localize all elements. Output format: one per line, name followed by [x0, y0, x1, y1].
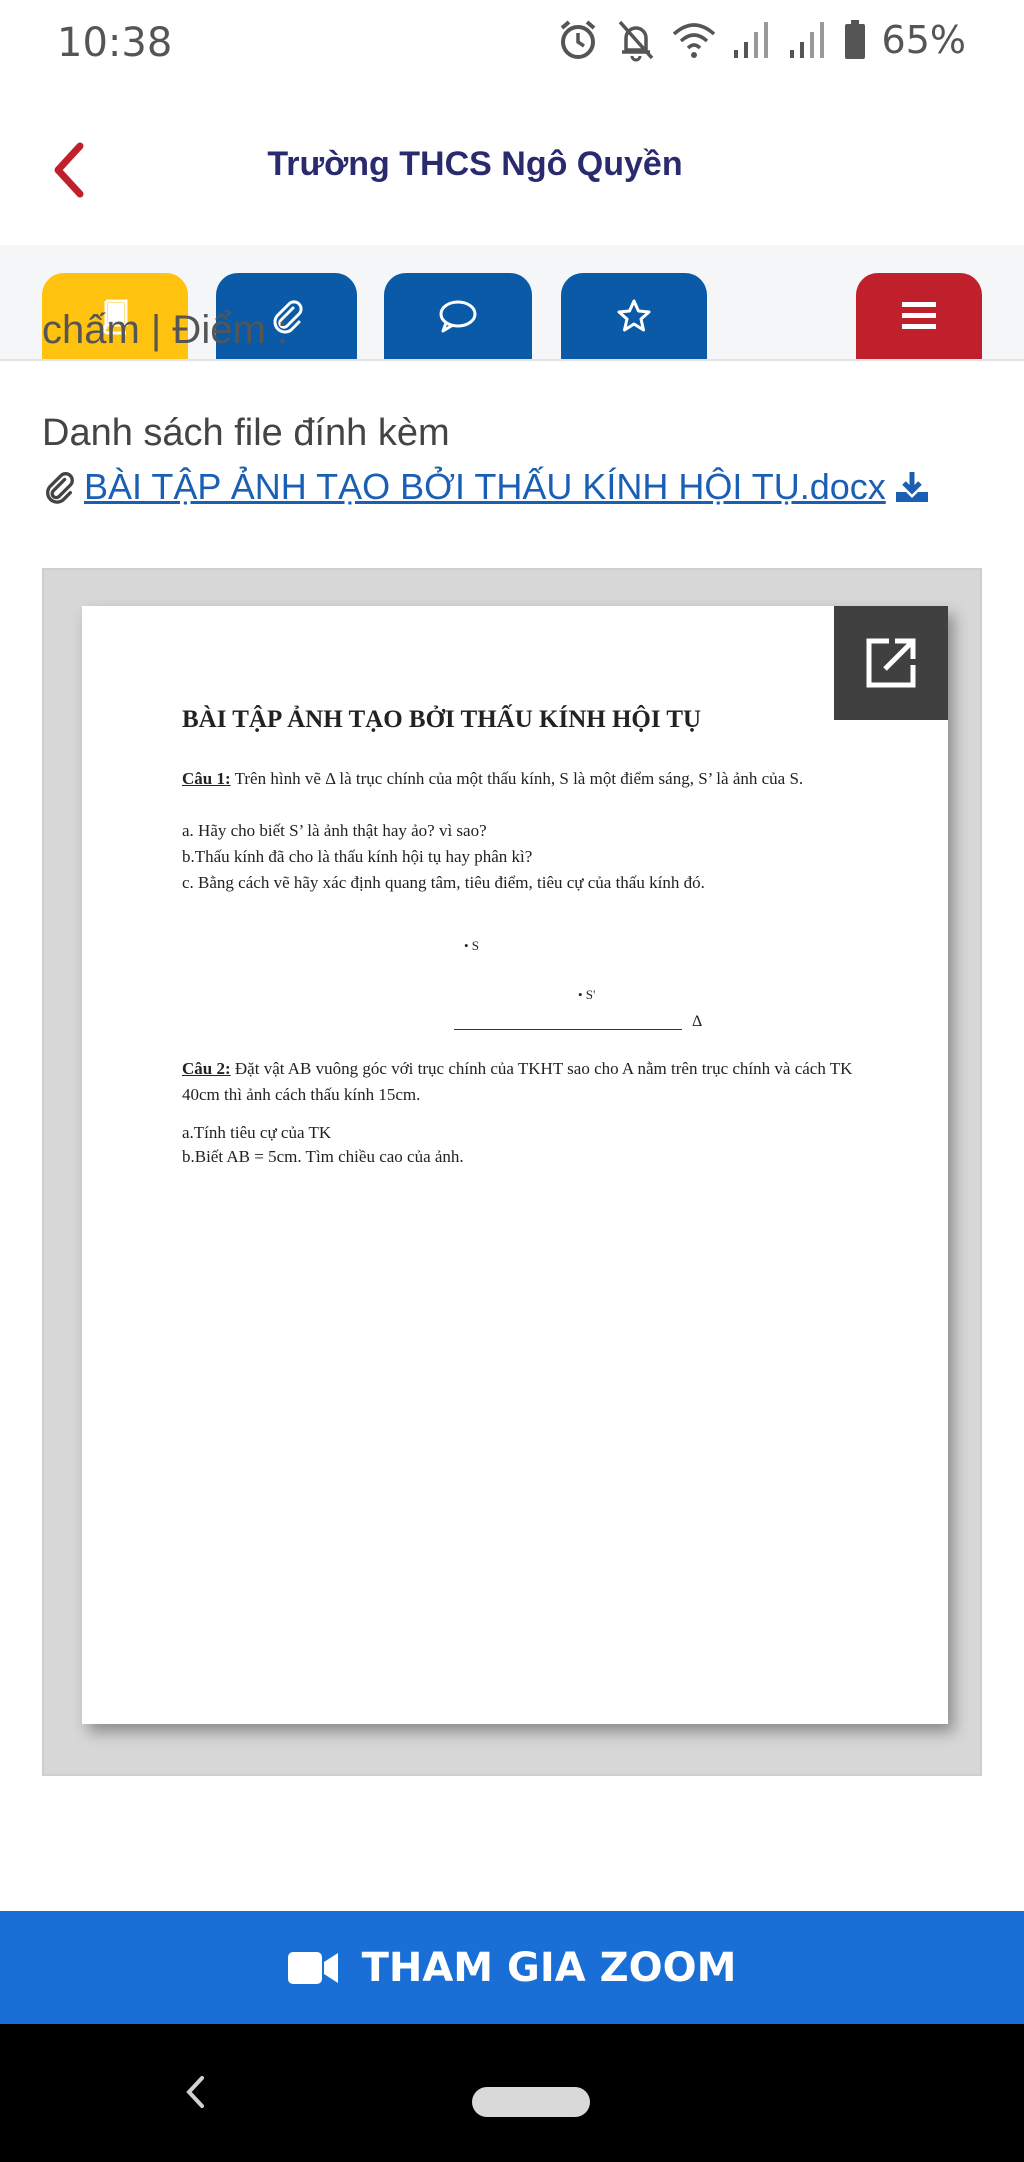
nav-back-icon [184, 2074, 208, 2110]
app-header [0, 90, 1024, 245]
alarm-icon [556, 18, 600, 62]
doc-title: BÀI TẬP ẢNH TẠO BỞI THẤU KÍNH HỘI TỤ [182, 706, 702, 733]
doc-q2-b: b.Biết AB = 5cm. Tìm chiều cao của ảnh. [182, 1147, 464, 1166]
chat-icon [438, 299, 478, 333]
bell-off-icon [616, 18, 656, 62]
doc-q1-label: Câu 1: [182, 769, 231, 788]
doc-question-2 [182, 1056, 862, 1108]
signal-icon [788, 20, 828, 60]
tab-menu[interactable] [856, 273, 982, 359]
point-s-label: • S [464, 938, 480, 953]
signal-icon [732, 20, 772, 60]
join-zoom-label: THAM GIA ZOOM [361, 1944, 737, 1991]
doc-q2-a: a.Tính tiêu cự của TK [182, 1123, 332, 1142]
tab-favorites[interactable] [561, 273, 707, 359]
axis-symbol: Δ [692, 1013, 703, 1030]
open-external-icon [863, 635, 919, 691]
paperclip-icon [42, 470, 76, 504]
principal-axis-line [454, 1029, 682, 1030]
doc-q1-c: c. Bằng cách vẽ hãy xác định quang tâm, tiêu điểm, tiêu cự của thấu kính đó. [182, 873, 705, 892]
doc-q1-delta: Δ [325, 769, 336, 788]
document-preview[interactable] [42, 568, 982, 1776]
star-icon [616, 298, 652, 334]
attachment-item[interactable] [42, 466, 930, 508]
doc-q1-text-b: là trục chính của một thấu kính, S là một điểm sáng, S’ là ảnh của S. [335, 769, 804, 788]
doc-q1-text-a: Trên hình vẽ [234, 769, 326, 788]
attachments-heading: Danh sách file đính kèm [42, 412, 450, 454]
point-s-prime-label: • S' [578, 987, 596, 1002]
open-external-button[interactable] [834, 606, 948, 720]
document-page [82, 606, 948, 1724]
home-pill-icon[interactable] [472, 2087, 590, 2117]
system-nav-bar [0, 2024, 1024, 2162]
status-bar [0, 0, 1024, 90]
menu-icon [900, 300, 938, 332]
doc-question-1 [182, 766, 862, 792]
nav-back-button[interactable] [184, 2074, 208, 2115]
status-time: 10:38 [57, 20, 173, 66]
doc-q1-a: a. Hãy cho biết S’ là ảnh thật hay ảo? vì sao? [182, 821, 487, 840]
status-icons [556, 18, 966, 62]
battery-percent: 65% [881, 18, 966, 62]
page-title: Trường THCS Ngô Quyền [267, 145, 683, 183]
wifi-icon [672, 20, 716, 60]
battery-icon [844, 20, 866, 60]
doc-q2-label: Câu 2: [182, 1059, 231, 1078]
tab-comments[interactable] [384, 273, 532, 359]
doc-q1-b: b.Thấu kính đã cho là thấu kính hội tụ hay phân kì? [182, 847, 533, 866]
attachment-link[interactable]: BÀI TẬP ẢNH TẠO BỞI THẤU KÍNH HỘI TỤ.docx [84, 466, 886, 507]
clipped-score-text: chấm | Điểm : [42, 308, 288, 352]
download-icon[interactable] [894, 470, 930, 504]
join-zoom-button[interactable] [0, 1911, 1024, 2024]
doc-q2-text: Đặt vật AB vuông góc với trục chính của TKHT sao cho A nằm trên trục chính và cách TK 40cm thì ảnh cách thấu kính 15cm. [182, 1059, 853, 1104]
video-camera-icon [288, 1950, 340, 1986]
